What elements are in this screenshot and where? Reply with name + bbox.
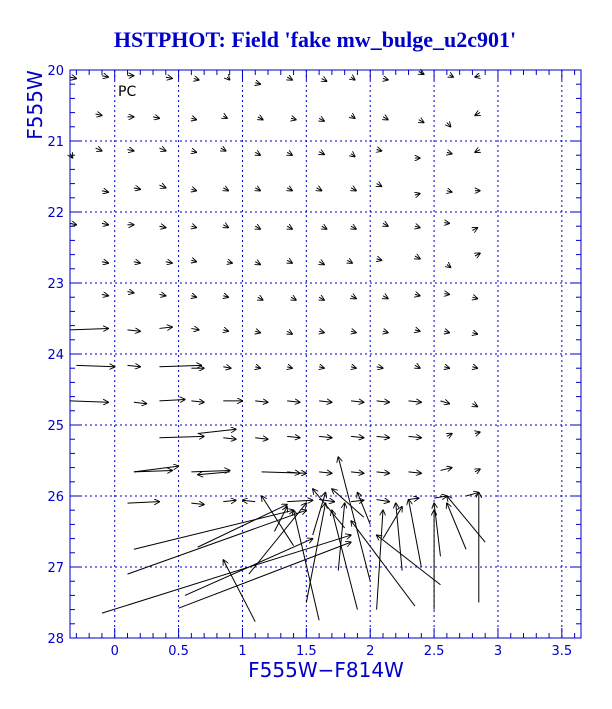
y-tick-label: 23 — [47, 277, 64, 292]
vector-arrow — [377, 535, 441, 585]
vector-arrows — [70, 71, 485, 621]
vector-arrow — [96, 148, 102, 151]
vector-arrow — [179, 542, 351, 608]
vector-arrow — [287, 436, 300, 437]
vector-arrow — [351, 500, 364, 501]
y-tick-label: 20 — [47, 64, 64, 79]
vector-arrow — [447, 503, 466, 549]
vector-arrow — [76, 365, 114, 366]
vector-arrow — [258, 117, 263, 120]
vector-arrow — [351, 436, 364, 437]
vector-arrow — [70, 328, 108, 329]
vector-arrow — [475, 253, 480, 256]
vector-arrow — [383, 79, 388, 80]
vector-arrow — [415, 194, 420, 195]
vector-arrow — [153, 117, 159, 118]
vector-arrow — [383, 296, 388, 299]
vector-arrow — [242, 500, 255, 501]
vector-arrow — [223, 500, 236, 501]
x-tick-labels — [111, 644, 573, 659]
vector-arrow — [191, 503, 204, 504]
vector-arrow — [127, 292, 133, 293]
vector-arrow — [159, 226, 165, 227]
vector-arrow — [332, 510, 358, 609]
vector-arrow — [255, 331, 260, 332]
vector-arrow — [96, 114, 102, 115]
vector-arrow — [102, 76, 108, 77]
vector-arrow — [70, 77, 76, 78]
vector-arrow — [287, 152, 292, 155]
vector-arrow — [191, 296, 196, 297]
vector-arrow — [191, 401, 204, 402]
vector-arrow — [223, 116, 227, 118]
x-tick-label: 2 — [366, 644, 375, 659]
vector-arrow — [472, 367, 477, 368]
vector-arrow — [227, 262, 232, 263]
x-tick-label: 0 — [110, 644, 119, 659]
vector-arrow — [255, 401, 268, 402]
vector-arrow — [319, 297, 324, 300]
vector-arrow — [166, 262, 172, 263]
vector-arrow — [475, 113, 480, 116]
vector-arrow — [134, 262, 140, 263]
vector-arrow — [102, 294, 108, 295]
vector-arrow — [447, 191, 452, 192]
vector-arrow — [255, 262, 260, 265]
vector-arrow — [351, 331, 356, 332]
vector-arrow — [194, 79, 199, 80]
vector-arrow — [444, 367, 449, 368]
vector-arrow — [102, 223, 108, 224]
vector-arrow — [223, 560, 255, 622]
x-tick-label: 1 — [238, 644, 247, 659]
vector-arrow — [351, 77, 355, 80]
y-tick-label: 22 — [47, 206, 64, 221]
vector-arrow — [377, 150, 382, 151]
vector-arrow — [191, 260, 196, 261]
vector-arrow — [223, 367, 231, 368]
vector-arrow — [102, 262, 108, 263]
vector-arrow — [313, 489, 345, 528]
y-tick-labels — [47, 64, 64, 647]
vector-arrow — [472, 228, 477, 231]
vector-arrow — [472, 333, 477, 334]
vector-arrow — [191, 226, 196, 227]
vector-arrow — [258, 297, 263, 300]
vector-arrow — [191, 151, 196, 152]
y-tick-label: 26 — [47, 490, 64, 505]
vector-arrow — [444, 294, 449, 295]
vector-arrow — [319, 152, 324, 155]
vector-arrow — [287, 367, 292, 368]
vector-arrow — [223, 330, 228, 331]
vector-arrow — [191, 470, 229, 471]
vector-arrow — [134, 188, 140, 189]
vector-arrow — [440, 401, 449, 404]
vector-arrow — [475, 469, 480, 472]
vector-arrow — [127, 510, 306, 574]
vector-arrow — [319, 118, 324, 121]
vector-arrow — [70, 223, 76, 224]
vector-arrow — [377, 472, 390, 473]
vector-arrow — [351, 115, 355, 118]
x-axis-label: F555W−F814W — [248, 658, 404, 682]
vector-arrow — [255, 83, 260, 84]
y-tick-label: 28 — [47, 632, 64, 647]
vector-arrow — [159, 185, 165, 188]
vector-arrow — [102, 535, 351, 613]
vector-arrow — [322, 226, 327, 229]
vector-arrow — [351, 226, 356, 229]
y-tick-label: 24 — [47, 348, 64, 363]
vector-arrow — [440, 468, 451, 471]
vector-arrow — [166, 77, 172, 78]
vector-arrow — [383, 331, 388, 332]
vector-arrow — [444, 331, 449, 332]
vector-arrow — [287, 401, 300, 402]
x-tick-label: 2.5 — [423, 644, 445, 659]
vector-arrow — [409, 500, 422, 567]
vector-arrow — [127, 150, 133, 151]
vector-arrow — [191, 328, 199, 329]
vector-arrow — [223, 188, 228, 191]
grid-lines — [70, 70, 581, 638]
vector-arrow — [223, 225, 228, 228]
vector-arrow — [447, 434, 452, 437]
vector-arrow — [377, 259, 382, 260]
vector-arrow — [447, 496, 485, 542]
vector-arrow — [357, 492, 370, 524]
vector-arrow — [221, 148, 226, 151]
vector-arrow — [351, 296, 356, 299]
vector-arrow — [447, 152, 452, 153]
chart-title: HSTPHOT: Field 'fake mw_bulge_u2c901' — [113, 27, 517, 52]
vector-arrow — [377, 510, 383, 609]
vector-arrow — [475, 76, 480, 77]
vector-arrow — [127, 365, 140, 366]
vector-arrow — [319, 262, 324, 265]
vector-arrow — [383, 117, 388, 120]
vector-arrow — [317, 188, 322, 191]
vector-arrow — [409, 436, 422, 437]
vector-arrow — [191, 118, 196, 119]
y-axis-label: F555W — [23, 70, 47, 140]
x-tick-label: 0.5 — [168, 644, 189, 659]
vector-arrow — [351, 472, 364, 473]
vector-arrow — [198, 472, 230, 475]
vector-arrow — [319, 436, 332, 437]
y-tick-label: 25 — [47, 419, 64, 434]
vector-arrow — [255, 152, 260, 155]
vector-arrow — [377, 401, 390, 402]
vector-arrow — [102, 191, 108, 192]
vector-arrow — [287, 188, 292, 191]
vector-arrow — [377, 436, 390, 437]
vector-arrow — [198, 429, 236, 433]
vector-arrow — [159, 148, 165, 151]
vector-arrow — [434, 503, 440, 556]
vector-arrow — [409, 472, 422, 473]
vector-arrow — [255, 367, 260, 368]
vector-arrow — [159, 327, 172, 328]
vector-arrow — [227, 77, 230, 80]
vector-arrow — [127, 502, 159, 503]
vector-arrow — [415, 256, 420, 259]
vector-arrow — [415, 365, 420, 368]
vector-arrow — [351, 401, 364, 402]
x-tick-label: 1.5 — [295, 644, 317, 659]
vector-arrow — [377, 367, 383, 368]
vector-arrow — [415, 226, 420, 227]
vector-arrow — [409, 498, 419, 499]
vector-arrow — [319, 331, 324, 332]
y-tick-label: 21 — [47, 135, 64, 150]
vector-arrow — [223, 438, 236, 439]
vector-arrow — [159, 365, 201, 366]
vector-arrow — [351, 521, 415, 606]
vector-arrow — [287, 77, 292, 80]
vector-arrow — [396, 503, 402, 570]
vector-arrow — [447, 123, 451, 127]
vector-arrow — [159, 294, 165, 295]
vector-arrow — [377, 500, 390, 502]
x-tick-label: 3 — [493, 644, 503, 659]
x-tick-label: 3.5 — [551, 644, 573, 659]
vector-arrow — [287, 260, 292, 263]
vector-arrow — [159, 399, 185, 400]
vector-arrow — [472, 404, 477, 407]
vector-arrow — [377, 184, 382, 187]
vector-arrow — [472, 297, 477, 298]
vector-arrow — [322, 79, 327, 82]
vector-arrow — [287, 226, 292, 229]
vector-arrow — [449, 75, 453, 77]
vector-arrow — [134, 402, 147, 403]
vector-arrow — [383, 223, 388, 226]
y-tick-label: 27 — [47, 561, 64, 576]
vector-arrow — [223, 296, 228, 297]
vector-arrow — [319, 401, 332, 402]
vector-arrow — [319, 367, 324, 368]
vector-arrow — [415, 294, 420, 295]
chart-annotation: PC — [118, 84, 137, 100]
vector-arrow — [291, 118, 296, 119]
vector-arrow — [351, 188, 356, 191]
vector-arrow — [466, 492, 479, 496]
vector-arrow — [347, 260, 352, 263]
vector-arrow — [475, 432, 480, 433]
vector-arrow — [255, 226, 260, 229]
vector-arrow — [159, 436, 204, 437]
vector-arrow — [351, 367, 356, 368]
vector-arrow — [383, 507, 402, 539]
vector-arrow — [444, 223, 449, 224]
vector-arrow — [447, 265, 451, 268]
vector-arrow — [475, 150, 480, 153]
vector-arrow — [415, 330, 420, 331]
vector-arrow — [70, 401, 108, 402]
vector-arrow — [409, 401, 422, 402]
vector-arrow — [127, 330, 140, 331]
vector-arrow — [255, 188, 260, 191]
vector-arrow — [351, 154, 355, 157]
vector-arrow — [191, 189, 196, 190]
vector-arrow — [419, 120, 424, 123]
vector-arrow — [287, 500, 313, 501]
vector-arrow — [319, 472, 332, 473]
vector-arrow — [291, 297, 296, 300]
vector-arrow — [255, 438, 268, 439]
vector-arrow — [287, 331, 292, 334]
